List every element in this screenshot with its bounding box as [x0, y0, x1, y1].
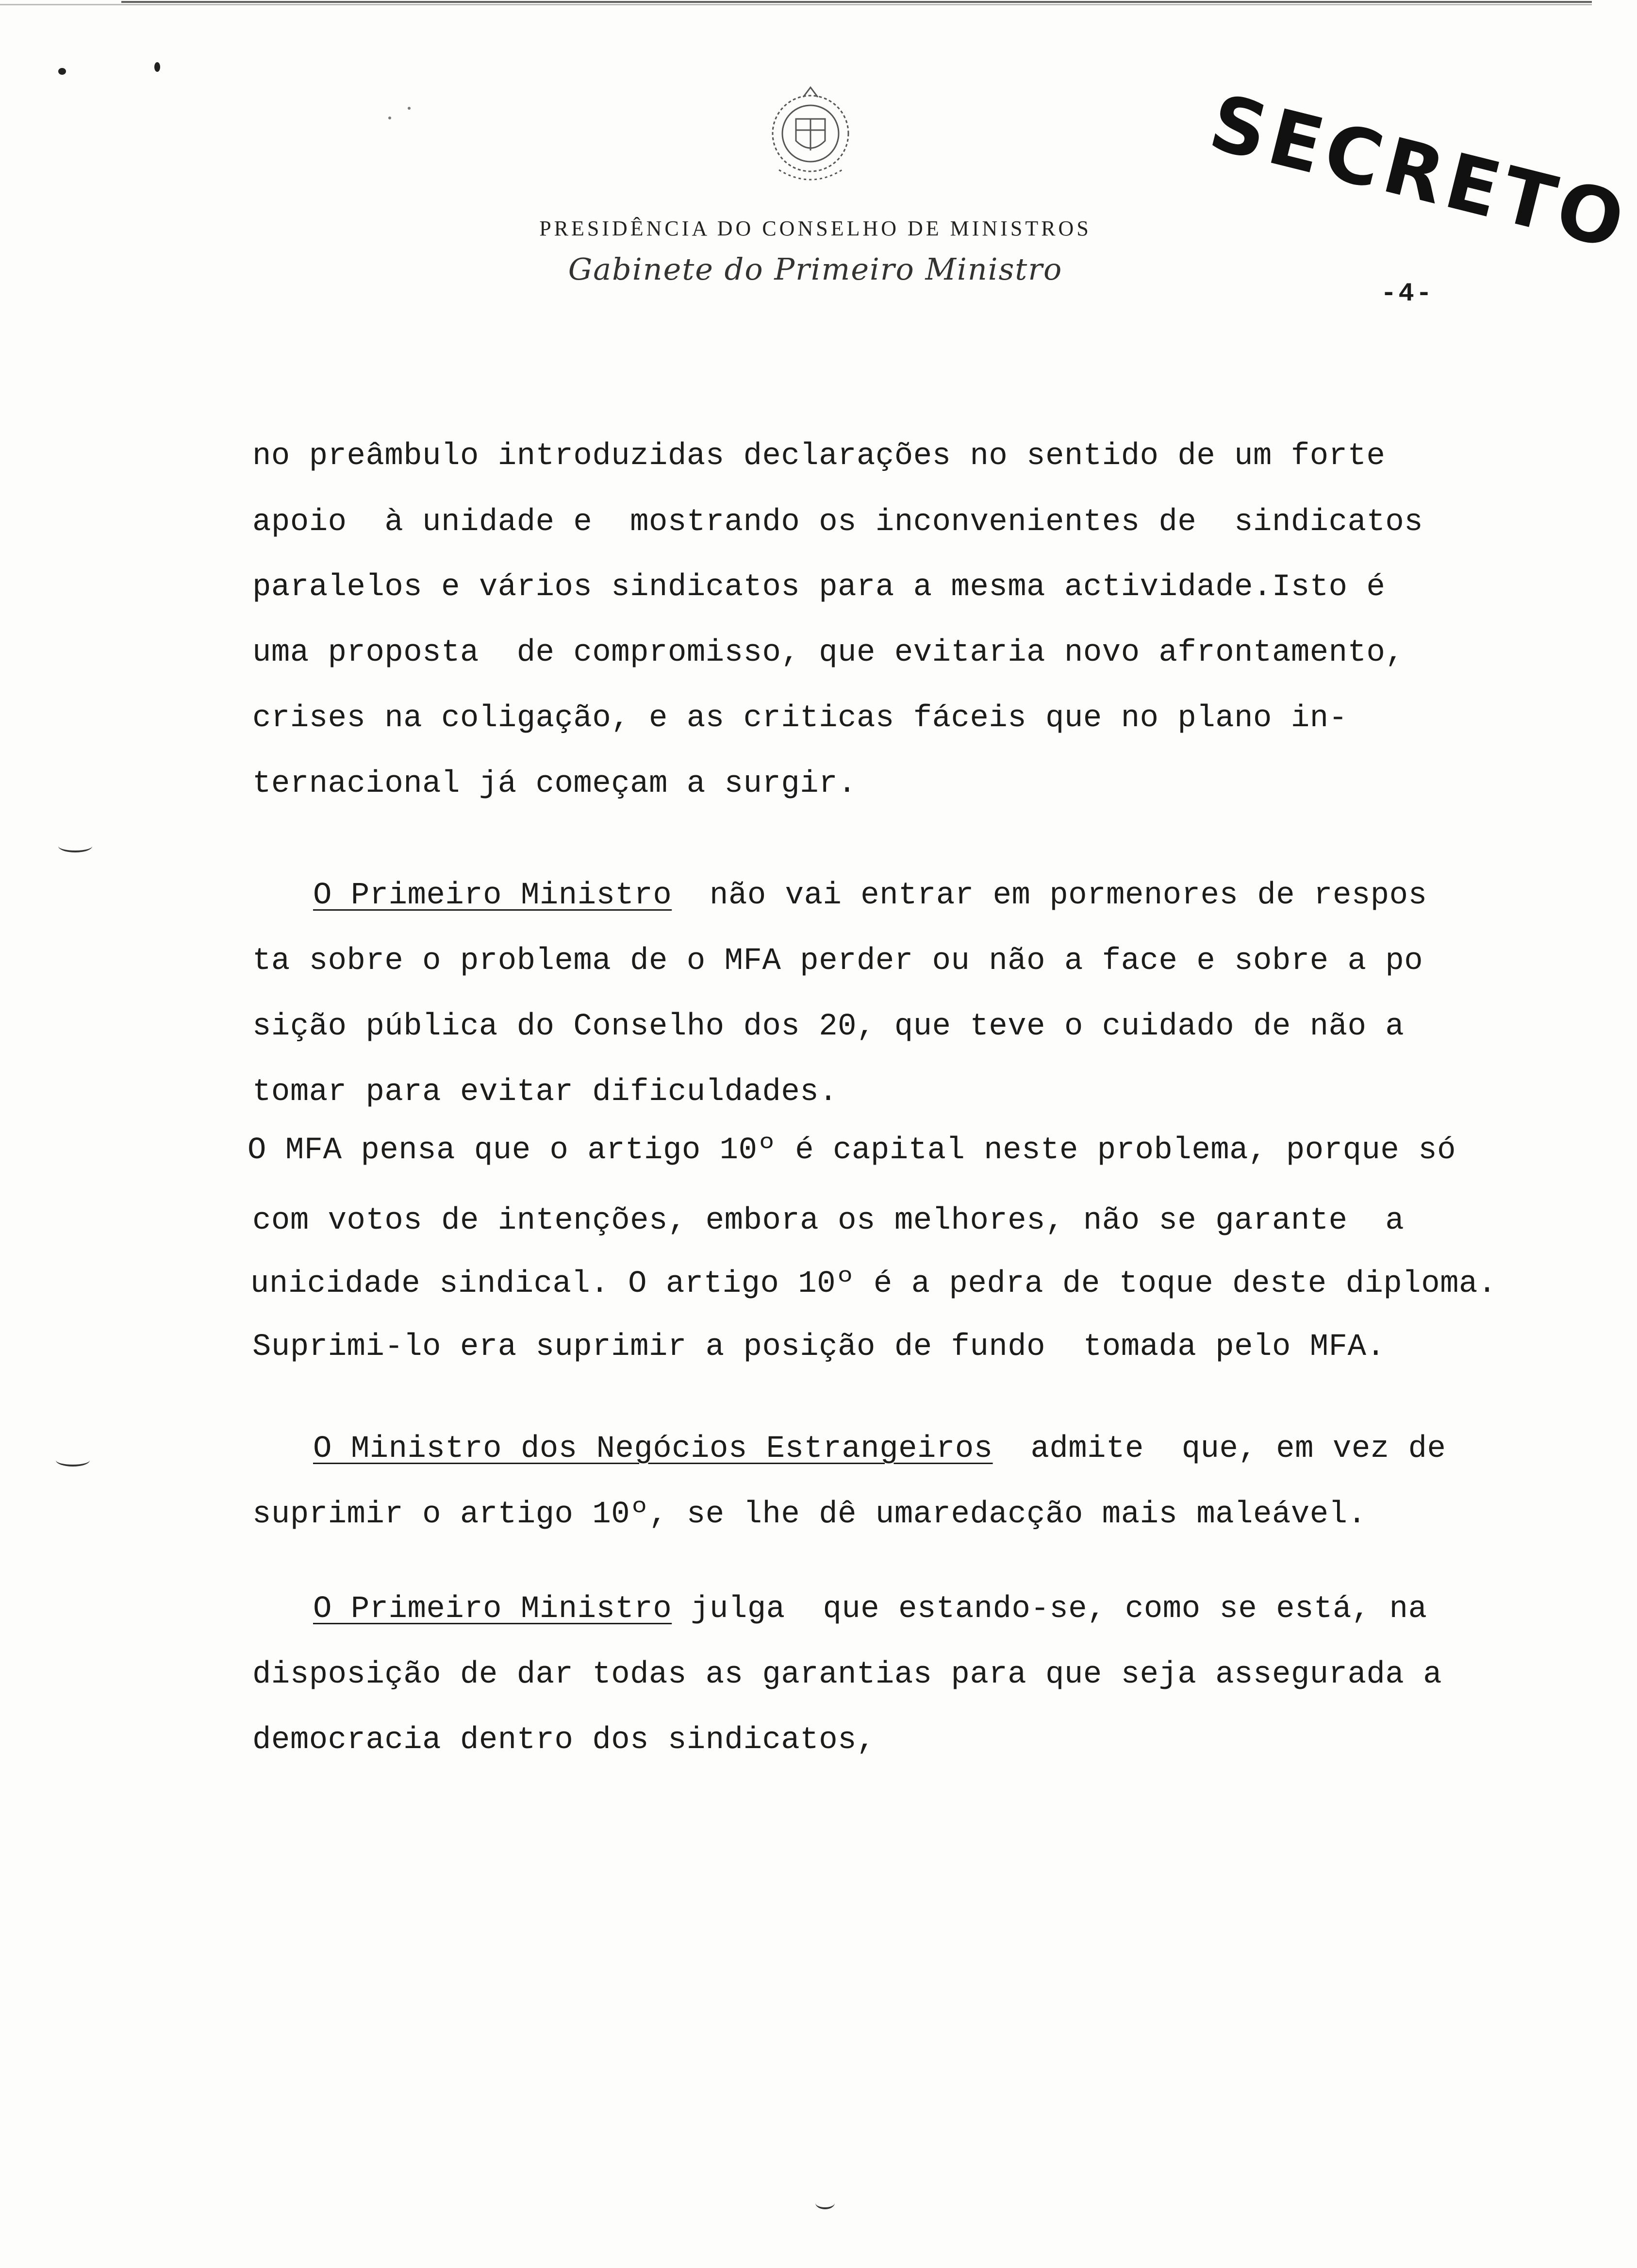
- text-line: unicidade sindical. O artigo 10º é a pedra de toque deste diploma.: [250, 1267, 1497, 1301]
- text-line: no preâmbulo introduzidas declarações no sentido de um forte: [252, 439, 1386, 474]
- hole-punch-mark: [58, 840, 92, 852]
- text-line: crises na coligação, e as criticas fáceis que no plano in-: [252, 701, 1348, 736]
- text-line: Suprimi-lo era suprimir a posição de fundo tomada pelo MFA.: [252, 1330, 1386, 1365]
- text-line: apoio à unidade e mostrando os inconvenientes de sindicatos: [252, 505, 1423, 540]
- scan-speck: [388, 117, 391, 119]
- text-line: tomar para evitar dificuldades.: [252, 1075, 838, 1110]
- coat-of-arms-icon: [750, 78, 871, 194]
- hole-punch-mark: [815, 2197, 835, 2209]
- text-line: suprimir o artigo 10º, se lhe dê umaredacção mais maleável.: [252, 1497, 1367, 1532]
- text-line-rest: não vai entrar em pormenores de respos: [672, 878, 1427, 913]
- speaker-name: O Primeiro Ministro: [313, 878, 672, 913]
- text-line-rest: julga que estando-se, como se está, na: [672, 1592, 1427, 1627]
- text-line: ta sobre o problema de o MFA perder ou não a face e sobre a po: [252, 944, 1423, 979]
- speaker-name: O Ministro dos Negócios Estrangeiros: [313, 1432, 993, 1467]
- text-line: [313, 1590, 1427, 1629]
- scan-speck: [408, 107, 411, 110]
- secret-stamp: SECRETO: [1201, 78, 1637, 268]
- text-line: O MFA pensa que o artigo 10º é capital neste problema, porque só: [248, 1133, 1456, 1168]
- text-line: [313, 876, 1427, 915]
- top-edge-shadow: [121, 1, 1592, 3]
- text-line: ternacional já começam a surgir.: [252, 767, 857, 801]
- hole-punch-mark: [56, 1454, 90, 1467]
- text-line: com votos de intenções, embora os melhores, não se garante a: [252, 1203, 1405, 1238]
- cabinet-subheader: Gabinete do Primeiro Ministro: [568, 251, 1063, 287]
- speaker-name: O Primeiro Ministro: [313, 1592, 672, 1627]
- text-line: sição pública do Conselho dos 20, que teve o cuidado de não a: [252, 1009, 1405, 1044]
- organization-header: PRESIDÊNCIA DO CONSELHO DE MINISTROS: [539, 217, 1091, 240]
- text-line: paralelos e vários sindicatos para a mesma actividade.Isto é: [252, 570, 1386, 605]
- text-line: uma proposta de compromisso, que evitaria novo afrontamento,: [252, 635, 1405, 670]
- text-line: democracia dentro dos sindicatos,: [252, 1723, 876, 1758]
- scan-speck: [154, 62, 160, 72]
- top-edge-rule: [0, 4, 1592, 5]
- text-line-rest: admite que, em vez de: [992, 1432, 1446, 1467]
- text-line: disposição de dar todas as garantias para que seja assegurada a: [252, 1657, 1442, 1692]
- text-line: [313, 1430, 1446, 1468]
- page-number: -4-: [1381, 279, 1434, 309]
- scan-speck: [58, 68, 66, 75]
